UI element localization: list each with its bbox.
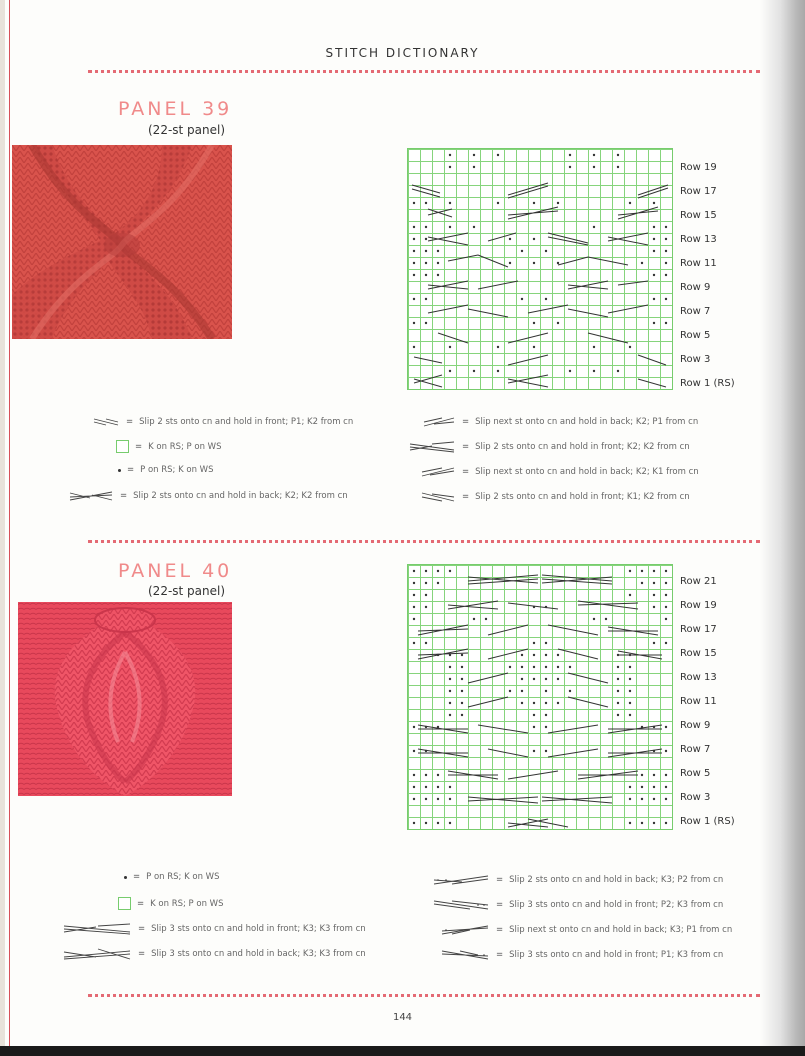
panel-39-row-label: Row 11 xyxy=(680,258,717,269)
panel-39-row-label: Row 7 xyxy=(680,306,711,317)
panel-40-row-label: Row 3 xyxy=(680,792,711,803)
cable-cross-front-icon xyxy=(62,923,132,935)
panel-40-row-label: Row 19 xyxy=(680,600,717,611)
cable-cross-back-icon xyxy=(420,466,456,478)
page-header: STITCH DICTIONARY xyxy=(325,46,480,60)
panel-39-legend-item: = Slip 2 sts onto cn and hold in front; K1; K2 from cn xyxy=(420,491,690,503)
panel-40-swatch-photo xyxy=(18,602,232,796)
panel-39-row-label: Row 15 xyxy=(680,210,717,221)
page-gutter-shadow xyxy=(760,0,805,1056)
panel-40-row-label: Row 1 (RS) xyxy=(680,816,735,827)
header-divider xyxy=(88,70,760,73)
knit-box-icon xyxy=(118,897,131,910)
cable-cross-front-icon xyxy=(432,899,490,911)
panel-40-row-label: Row 9 xyxy=(680,720,711,731)
panel-40-legend-item: = Slip 3 sts onto cn and hold in front; P1; K3 from cn xyxy=(440,949,723,961)
panel-divider xyxy=(88,540,760,543)
panel-40-title: PANEL 40 xyxy=(118,560,233,582)
panel-40-row-label: Row 11 xyxy=(680,696,717,707)
panel-40-row-label: Row 17 xyxy=(680,624,717,635)
left-page-edge xyxy=(0,0,5,1056)
panel-40-legend-item: = Slip 3 sts onto cn and hold in back; K3; K3 from cn xyxy=(62,948,366,960)
panel-40-legend-item: = Slip next st onto cn and hold in back; K3; P1 from cn xyxy=(440,924,732,936)
cable-cross-back-icon xyxy=(68,490,114,502)
panel-39-swatch-photo xyxy=(12,145,232,339)
panel-40-row-label: Row 15 xyxy=(680,648,717,659)
cable-cross-front-icon xyxy=(440,949,490,961)
panel-40-row-label: Row 13 xyxy=(680,672,717,683)
cable-cross-back-icon xyxy=(62,948,132,960)
panel-39-legend-item: = Slip 2 sts onto cn and hold in back; K2; K2 from cn xyxy=(68,490,348,502)
panel-39-row-label: Row 1 (RS) xyxy=(680,378,735,389)
cable-cross-back-icon xyxy=(422,416,456,428)
knit-box-icon xyxy=(116,440,129,453)
panel-39-legend-item: = Slip next st onto cn and hold in back; K2; P1 from cn xyxy=(422,416,698,428)
panel-39-legend-item: = Slip next st onto cn and hold in back; K2; K1 from cn xyxy=(420,466,699,478)
purl-dot-icon xyxy=(124,876,127,879)
cable-cross-back-icon xyxy=(440,924,490,936)
cable-cross-back-icon xyxy=(432,874,490,886)
panel-39-legend-item: = P on RS; K on WS xyxy=(118,465,213,475)
panel-39-chart xyxy=(407,148,673,390)
panel-39-row-label: Row 13 xyxy=(680,234,717,245)
panel-40-legend-item: = K on RS; P on WS xyxy=(118,897,223,910)
footer-divider xyxy=(88,994,760,997)
page-number: 144 xyxy=(392,1012,413,1023)
cable-cross-front-icon xyxy=(420,491,456,503)
panel-40-legend-item: = Slip 3 sts onto cn and hold in front; P2; K3 from cn xyxy=(432,899,723,911)
panel-39-legend-item: = Slip 2 sts onto cn and hold in front; K2; K2 from cn xyxy=(408,441,690,453)
panel-39-row-label: Row 9 xyxy=(680,282,711,293)
panel-39-title: PANEL 39 xyxy=(118,98,233,120)
panel-40-row-label: Row 21 xyxy=(680,576,717,587)
cable-cross-front-icon xyxy=(408,441,456,453)
panel-40-row-label: Row 7 xyxy=(680,744,711,755)
panel-39-row-label: Row 17 xyxy=(680,186,717,197)
panel-39-row-label: Row 3 xyxy=(680,354,711,365)
panel-39-legend-item: = K on RS; P on WS xyxy=(116,440,221,453)
panel-40-row-label: Row 5 xyxy=(680,768,711,779)
panel-40-legend-item: = P on RS; K on WS xyxy=(124,872,219,882)
panel-39-legend-item: = Slip 2 sts onto cn and hold in front; P1; K2 from cn xyxy=(92,416,353,428)
purl-dot-icon xyxy=(118,469,121,472)
panel-40-legend-item: = Slip 3 sts onto cn and hold in front; K3; K3 from cn xyxy=(62,923,366,935)
panel-40-chart xyxy=(407,564,673,830)
panel-40-legend-item: = Slip 2 sts onto cn and hold in back; K3; P2 from cn xyxy=(432,874,723,886)
panel-39-subtitle: (22-st panel) xyxy=(148,123,226,137)
panel-39-row-label: Row 5 xyxy=(680,330,711,341)
left-margin-rule xyxy=(9,0,10,1056)
bottom-scan-edge xyxy=(0,1046,805,1056)
panel-40-subtitle: (22-st panel) xyxy=(148,584,226,598)
panel-39-row-label: Row 19 xyxy=(680,162,717,173)
cable-cross-front-icon xyxy=(92,416,120,428)
